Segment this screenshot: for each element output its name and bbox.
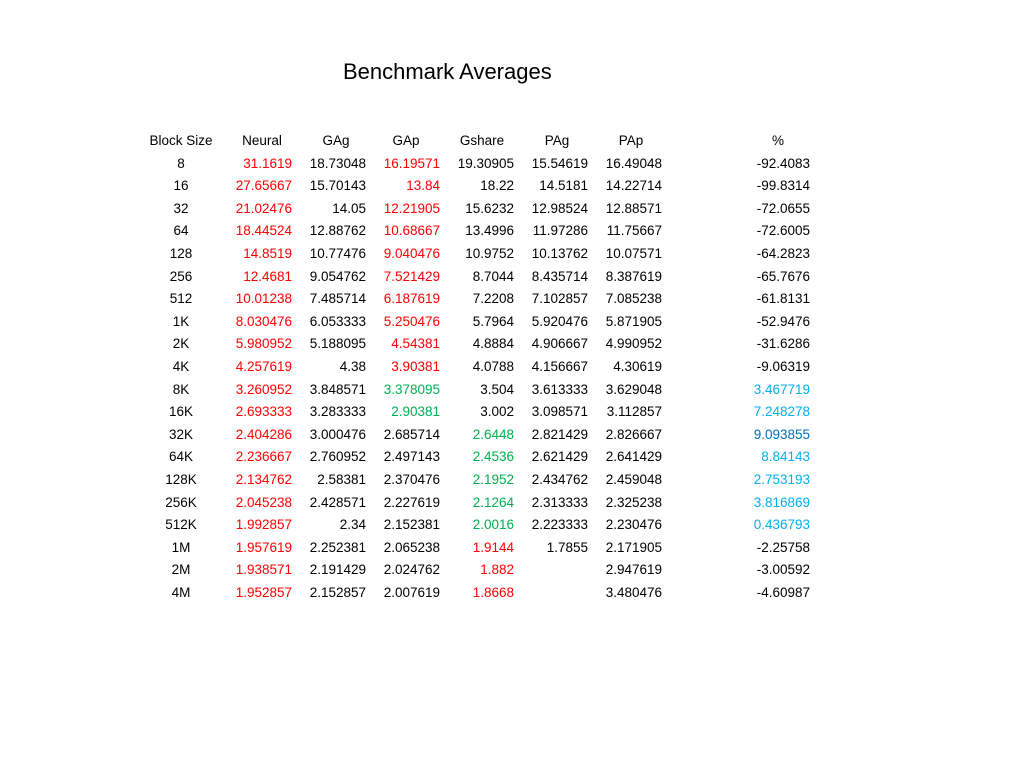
cell-gag: 2.760952: [309, 449, 366, 465]
cell-pag: 2.313333: [531, 494, 588, 510]
cell-percent: 3.467719: [753, 381, 810, 397]
cell-gag: 14.05: [332, 200, 366, 216]
cell-percent: -92.4083: [756, 155, 810, 171]
column-header-pag: PAg: [544, 133, 570, 148]
cell-block-size: 32: [173, 200, 189, 216]
cell-percent: 2.753193: [753, 471, 810, 487]
cell-pap: 2.641429: [605, 449, 662, 465]
cell-gshare: 1.882: [480, 562, 514, 578]
cell-gap: 2.370476: [383, 471, 440, 487]
column-header-block-size: Block Size: [149, 133, 213, 148]
column-header-gag: GAg: [322, 133, 350, 148]
cell-gap: 2.497143: [383, 449, 440, 465]
cell-gap: 2.227619: [383, 494, 440, 510]
table-row: [0, 288, 1024, 311]
cell-percent: -61.8131: [756, 291, 810, 307]
benchmark-table: [0, 130, 1024, 604]
cell-percent: 8.84143: [761, 449, 810, 465]
cell-pap: 3.480476: [605, 584, 662, 600]
table-row: [0, 311, 1024, 334]
cell-gshare: 2.1952: [472, 471, 514, 487]
cell-pag: 11.97286: [532, 223, 588, 239]
cell-gag: 10.77476: [309, 245, 366, 261]
cell-gap: 4.54381: [391, 336, 440, 352]
table-row: [0, 559, 1024, 582]
cell-gap: 3.378095: [383, 381, 440, 397]
cell-gshare: 2.4536: [472, 449, 514, 465]
cell-pag: 12.98524: [531, 200, 588, 216]
cell-pap: 3.629048: [605, 381, 662, 397]
cell-percent: -9.06319: [756, 358, 810, 374]
cell-pag: 2.434762: [531, 471, 588, 487]
sheet-title: Benchmark Averages: [343, 59, 552, 84]
table-row: [0, 266, 1024, 289]
cell-pap: 2.325238: [605, 494, 662, 510]
table-row: [0, 356, 1024, 379]
cell-neural: 10.01238: [235, 291, 292, 307]
cell-gag: 18.73048: [309, 155, 366, 171]
column-header-pap: PAp: [618, 133, 644, 148]
cell-pap: 8.387619: [605, 268, 662, 284]
cell-pag: 3.098571: [531, 404, 588, 420]
cell-percent: -4.60987: [756, 584, 810, 600]
cell-pag: 15.54619: [531, 155, 588, 171]
cell-pag: 4.156667: [531, 358, 588, 374]
cell-pag: 4.906667: [531, 336, 588, 352]
cell-pap: 2.826667: [605, 426, 662, 442]
cell-gag: 12.88762: [309, 223, 366, 239]
cell-gshare: 13.4996: [465, 223, 514, 239]
cell-gap: 7.521429: [383, 268, 440, 284]
column-header-gap: GAp: [392, 133, 420, 148]
cell-gag: 7.485714: [309, 291, 366, 307]
cell-pap: 4.990952: [605, 336, 662, 352]
cell-pap: 4.30619: [613, 358, 662, 374]
cell-gshare: 1.8668: [472, 584, 514, 600]
cell-pap: 5.871905: [605, 313, 662, 329]
cell-block-size: 64: [173, 223, 189, 239]
cell-pap: 14.22714: [605, 178, 662, 194]
cell-percent: -65.7676: [756, 268, 810, 284]
cell-gshare: 10.9752: [465, 245, 514, 261]
cell-neural: 1.957619: [235, 539, 292, 555]
cell-block-size: 512K: [165, 517, 197, 533]
cell-gap: 5.250476: [383, 313, 440, 329]
cell-gag: 2.428571: [309, 494, 366, 510]
cell-gap: 2.152381: [383, 517, 440, 533]
cell-percent: 7.248278: [753, 404, 810, 420]
cell-pap: 12.88571: [605, 200, 662, 216]
cell-neural: 4.257619: [235, 358, 292, 374]
table-row: [0, 424, 1024, 447]
cell-gag: 2.152857: [309, 584, 366, 600]
table-row: [0, 514, 1024, 537]
cell-gag: 6.053333: [309, 313, 366, 329]
cell-percent: -2.25758: [756, 539, 810, 555]
cell-block-size: 256K: [165, 494, 197, 510]
cell-gag: 9.054762: [309, 268, 366, 284]
cell-percent: 0.436793: [753, 517, 810, 533]
cell-gap: 2.90381: [391, 404, 440, 420]
cell-gshare: 3.002: [480, 404, 514, 420]
cell-block-size: 4K: [172, 358, 190, 374]
header-row: [0, 130, 1024, 153]
cell-gag: 5.188095: [309, 336, 366, 352]
cell-gap: 2.024762: [383, 562, 440, 578]
cell-gag: 2.191429: [309, 562, 366, 578]
cell-neural: 18.44524: [235, 223, 292, 239]
cell-neural: 2.045238: [235, 494, 292, 510]
cell-neural: 3.260952: [235, 381, 292, 397]
table-row: [0, 333, 1024, 356]
cell-pag: 14.5181: [539, 178, 588, 194]
cell-gap: 6.187619: [383, 291, 440, 307]
cell-pag: 3.613333: [531, 381, 588, 397]
table-row: [0, 492, 1024, 515]
cell-neural: 1.938571: [235, 562, 292, 578]
cell-gag: 15.70143: [309, 178, 366, 194]
column-header-percent: %: [771, 133, 785, 148]
cell-neural: 2.404286: [235, 426, 292, 442]
cell-gshare: 2.1264: [472, 494, 514, 510]
cell-gag: 3.848571: [309, 381, 366, 397]
cell-block-size: 32K: [168, 426, 194, 442]
cell-percent: -31.6286: [756, 336, 810, 352]
cell-pag: 2.223333: [531, 517, 588, 533]
table-row: [0, 379, 1024, 402]
cell-gshare: 19.30905: [457, 155, 514, 171]
cell-pag: 2.821429: [531, 426, 588, 442]
cell-neural: 14.8519: [243, 245, 292, 261]
cell-percent: 3.816869: [753, 494, 810, 510]
cell-gshare: 4.0788: [472, 358, 514, 374]
cell-gag: 2.58381: [317, 471, 366, 487]
cell-pag: 5.920476: [531, 313, 588, 329]
table-row: [0, 198, 1024, 221]
cell-pag: 10.13762: [531, 245, 588, 261]
cell-block-size: 1M: [171, 539, 191, 555]
cell-neural: 8.030476: [235, 313, 292, 329]
cell-gshare: 7.2208: [472, 291, 514, 307]
table-row: [0, 220, 1024, 243]
cell-gap: 9.040476: [383, 245, 440, 261]
cell-gap: 16.19571: [383, 155, 440, 171]
cell-pap: 2.171905: [605, 539, 662, 555]
cell-gap: 12.21905: [383, 200, 440, 216]
cell-block-size: 2M: [171, 562, 191, 578]
cell-pap: 11.75667: [606, 223, 662, 239]
cell-gap: 3.90381: [391, 358, 440, 374]
column-header-gshare: Gshare: [459, 133, 505, 148]
cell-neural: 2.236667: [235, 449, 292, 465]
cell-block-size: 1K: [172, 313, 190, 329]
cell-gag: 3.283333: [309, 404, 366, 420]
cell-gap: 10.68667: [383, 223, 440, 239]
cell-neural: 1.992857: [235, 517, 292, 533]
cell-neural: 27.65667: [235, 178, 292, 194]
cell-gap: 2.685714: [383, 426, 440, 442]
cell-pap: 10.07571: [605, 245, 662, 261]
cell-block-size: 16: [173, 178, 189, 194]
cell-block-size: 2K: [172, 336, 190, 352]
cell-block-size: 4M: [171, 584, 191, 600]
cell-block-size: 128K: [165, 471, 197, 487]
table-row: [0, 446, 1024, 469]
cell-percent: -3.00592: [756, 562, 810, 578]
table-row: [0, 469, 1024, 492]
cell-gag: 3.000476: [309, 426, 366, 442]
cell-block-size: 128: [169, 245, 193, 261]
cell-gshare: 15.6232: [465, 200, 514, 216]
cell-gag: 2.34: [339, 517, 366, 533]
cell-neural: 1.952857: [235, 584, 292, 600]
cell-block-size: 8K: [172, 381, 190, 397]
cell-percent: -52.9476: [756, 313, 810, 329]
table-row: [0, 243, 1024, 266]
cell-gshare: 4.8884: [472, 336, 514, 352]
cell-neural: 12.4681: [243, 268, 292, 284]
cell-gshare: 2.0016: [472, 517, 514, 533]
table-row: [0, 537, 1024, 560]
table-row: [0, 401, 1024, 424]
cell-pag: 2.621429: [531, 449, 588, 465]
cell-block-size: 256: [169, 268, 193, 284]
cell-gap: 13.84: [406, 178, 440, 194]
cell-gag: 4.38: [339, 358, 366, 374]
cell-gshare: 8.7044: [472, 268, 514, 284]
cell-block-size: 512: [169, 291, 193, 307]
cell-neural: 2.134762: [235, 471, 292, 487]
cell-pap: 2.947619: [605, 562, 662, 578]
cell-gag: 2.252381: [309, 539, 366, 555]
cell-neural: 31.1619: [243, 155, 292, 171]
cell-pap: 2.459048: [605, 471, 662, 487]
cell-pap: 7.085238: [605, 291, 662, 307]
cell-percent: -72.0655: [756, 200, 810, 216]
cell-pag: 1.7855: [546, 539, 588, 555]
cell-gshare: 5.7964: [472, 313, 514, 329]
cell-neural: 2.693333: [235, 404, 292, 420]
cell-pap: 3.112857: [606, 404, 662, 420]
cell-pag: 8.435714: [531, 268, 588, 284]
cell-gshare: 2.6448: [472, 426, 514, 442]
cell-gshare: 1.9144: [472, 539, 514, 555]
cell-pag: 7.102857: [531, 291, 588, 307]
cell-block-size: 8: [177, 155, 185, 171]
cell-pap: 2.230476: [605, 517, 662, 533]
column-header-neural: Neural: [242, 133, 282, 148]
cell-block-size: 16K: [168, 404, 194, 420]
cell-percent: -99.8314: [756, 178, 810, 194]
cell-gap: 2.065238: [383, 539, 440, 555]
cell-pap: 16.49048: [605, 155, 662, 171]
cell-neural: 21.02476: [235, 200, 292, 216]
table-row: [0, 582, 1024, 605]
cell-gshare: 18.22: [480, 178, 514, 194]
cell-gap: 2.007619: [383, 584, 440, 600]
table-body: [0, 153, 1024, 605]
cell-percent: -72.6005: [756, 223, 810, 239]
table-row: [0, 175, 1024, 198]
cell-gshare: 3.504: [480, 381, 514, 397]
cell-block-size: 64K: [168, 449, 194, 465]
cell-neural: 5.980952: [235, 336, 292, 352]
cell-percent: -64.2823: [756, 245, 810, 261]
table-row: [0, 153, 1024, 176]
cell-percent: 9.093855: [753, 426, 810, 442]
